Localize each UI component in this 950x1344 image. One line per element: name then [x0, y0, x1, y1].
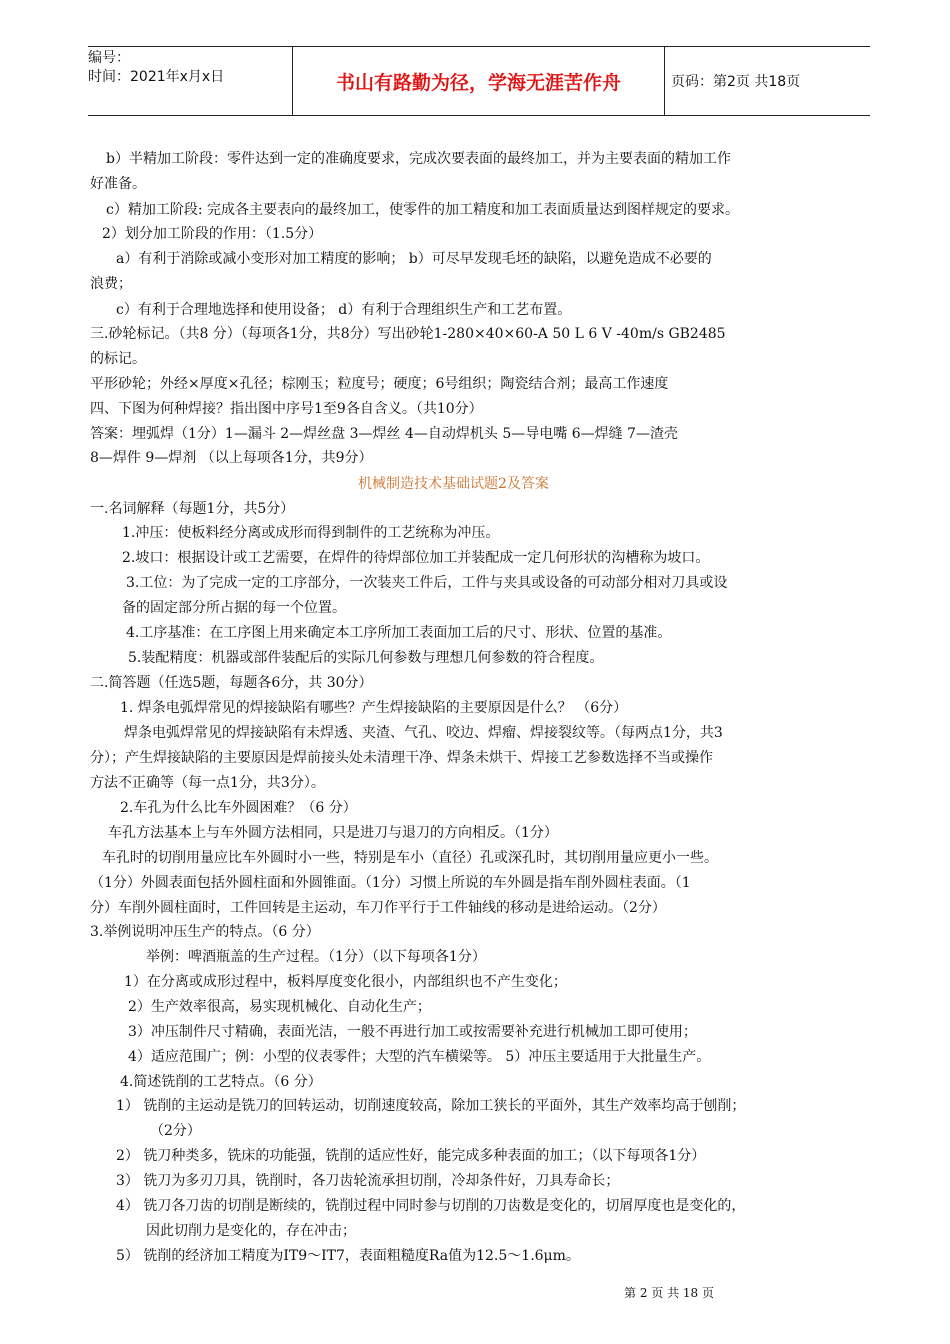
text-line: 4）适应范围广；例：小型的仪表零件；大型的汽车横梁等。 5）冲压主要适用于大批量生产。 [128, 1049, 711, 1065]
text-line: 因此切削力是变化的，存在冲击； [146, 1223, 356, 1239]
text-line: 2.坡口：根据设计或工艺需要，在焊件的待焊部位加工并装配成一定几何形状的沟槽称为坡口。 [122, 550, 710, 566]
text-line: c）有利于合理地选择和使用设备； d）有利于合理组织生产和工艺布置。 [116, 302, 572, 318]
text-line: 三.砂轮标记。（共8 分）（每项各1分，共8分）写出砂轮1-280×40×60-A 50 L 6 V -40m/s GB2485 [90, 326, 726, 342]
text-line: 四、下图为何种焊接？指出图中序号1至9各自含义。（共10分） [90, 401, 483, 417]
text-line: 3.举例说明冲压生产的特点。（6 分） [90, 924, 320, 940]
text-line: 1.冲压：使板料经分离或成形而得到制件的工艺统称为冲压。 [122, 525, 500, 541]
text-line: c）精加工阶段: 完成各主要表向的最终加工，使零件的加工精度和加工表面质量达到图样规定的要求。 [106, 202, 740, 218]
text-line: 2）划分加工阶段的作用：（1.5分） [102, 226, 323, 242]
text-line: 的标记。 [90, 351, 146, 367]
header-motto: 书山有路勤为径，学海无涯苦作舟 [293, 47, 665, 115]
time-label: 时间：2021年x月x日 [88, 69, 225, 85]
text-line: 平形砂轮；外经×厚度×孔径；棕刚玉；粒度号；硬度；6号组织；陶瓷结合剂；最高工作速度 [90, 376, 669, 392]
text-line: 分）车削外圆柱面时，工件回转是主运动，车刀作平行于工件轴线的移动是进给运动。（2分） [90, 900, 666, 916]
text-line: 5.装配精度：机器或部件装配后的实际几何参数与理想几何参数的符合程度。 [128, 650, 604, 666]
text-line: 4.工序基准：在工序图上用来确定本工序所加工表面加工后的尺寸、形状、位置的基准。 [126, 625, 672, 641]
text-line: 二.简答题（任选5题，每题各6分，共 30分） [90, 675, 373, 691]
text-line: 1. 焊条电弧焊常见的焊接缺陷有哪些？产生焊接缺陷的主要原因是什么？ （6分） [120, 700, 628, 716]
text-line: 分）；产生焊接缺陷的主要原因是焊前接头处未清理干净、焊条未烘干、焊接工艺参数选择不当或操作 [90, 750, 713, 766]
header-page-info: 页码：第2页 共18页 [671, 74, 801, 90]
header-meta [88, 47, 293, 115]
page-header [88, 46, 870, 116]
text-line: 1） 铣削的主运动是铣刀的回转运动，切削速度较高，除加工狭长的平面外，其生产效率均高于刨削； [116, 1098, 746, 1114]
text-line: 举例：啤酒瓶盖的生产过程。（1分）（以下每项各1分） [146, 949, 486, 965]
text-line: 车孔时的切削用量应比车外圆时小一些，特别是车小（直径）孔或深孔时，其切削用量应更小一些。 [102, 850, 718, 866]
text-line: a）有利于消除或减小变形对加工精度的影响； b）可尽早发现毛坯的缺陷，以避免造成不必要的 [116, 251, 712, 267]
text-line: 3） 铣刀为多刃刀具，铣削时，各刀齿轮流承担切削，冷却条件好，刀具寿命长； [116, 1173, 620, 1189]
text-line: 备的固定部分所占据的每一个位置。 [122, 600, 346, 616]
text-line: 5） 铣削的经济加工精度为IT9～IT7，表面粗糙度Ra值为12.5～1.6μm。 [116, 1248, 580, 1264]
text-line: 1）在分离或成形过程中，板料厚度变化很小，内部组织也不产生变化； [124, 974, 567, 990]
text-line: 8—焊件 9—焊剂 （以上每项各1分，共9分） [90, 450, 373, 466]
text-line: 一.名词解释（每题1分，共5分） [90, 501, 295, 517]
text-line: 3）冲压制件尺寸精确，表面光洁，一般不再进行加工或按需要补充进行机械加工即可使用； [128, 1024, 697, 1040]
text-line: 2） 铣刀种类多，铣床的功能强，铣削的适应性好，能完成多种表面的加工；（以下每项各1分） [116, 1148, 706, 1164]
text-line: 答案：埋弧焊（1分）1—漏斗 2—焊丝盘 3—焊丝 4—自动焊机头 5—导电嘴 6—焊缝 7—渣壳 [90, 426, 678, 442]
text-line: 2.车孔为什么比车外圆困难？（6 分） [120, 800, 357, 816]
text-line: 4.简述铣削的工艺特点。（6 分） [120, 1074, 322, 1090]
number-label: 编号： [88, 50, 130, 66]
text-line: 4） 铣刀各刀齿的切削是断续的，铣削过程中同时参与切削的刀齿数是变化的，切屑厚度也是变化的， [116, 1198, 746, 1214]
text-line: 3.工位：为了完成一定的工序部分，一次装夹工件后，工件与夹具或设备的可动部分相对刀具或设 [126, 575, 728, 591]
text-line: 浪费； [90, 276, 132, 292]
text-line: 车孔方法基本上与车外圆方法相同，只是进刀与退刀的方向相反。（1分） [108, 825, 558, 841]
text-line: 好准备。 [90, 176, 146, 192]
text-line: （2分） [150, 1123, 201, 1139]
page-footer: 第 2 页 共 18 页 [624, 1286, 714, 1300]
text-line: b）半精加工阶段：零件达到一定的准确度要求，完成次要表面的最终加工，并为主要表面的精加工作 [106, 151, 731, 167]
text-line: 2）生产效率很高，易实现机械化、自动化生产； [128, 999, 431, 1015]
text-line: （1分）外圆表面包括外圆柱面和外圆锥面。（1分）习惯上所说的车外圆是指车削外圆柱表面。（1 [90, 875, 691, 891]
text-line: 方法不正确等（每一点1分，共3分）。 [90, 775, 325, 791]
section-title: 机械制造技术基础试题2及答案 [358, 476, 549, 492]
text-line: 焊条电弧焊常见的焊接缺陷有未焊透、夹渣、气孔、咬边、焊瘤、焊接裂纹等。（每两点1分，共3 [124, 725, 723, 741]
